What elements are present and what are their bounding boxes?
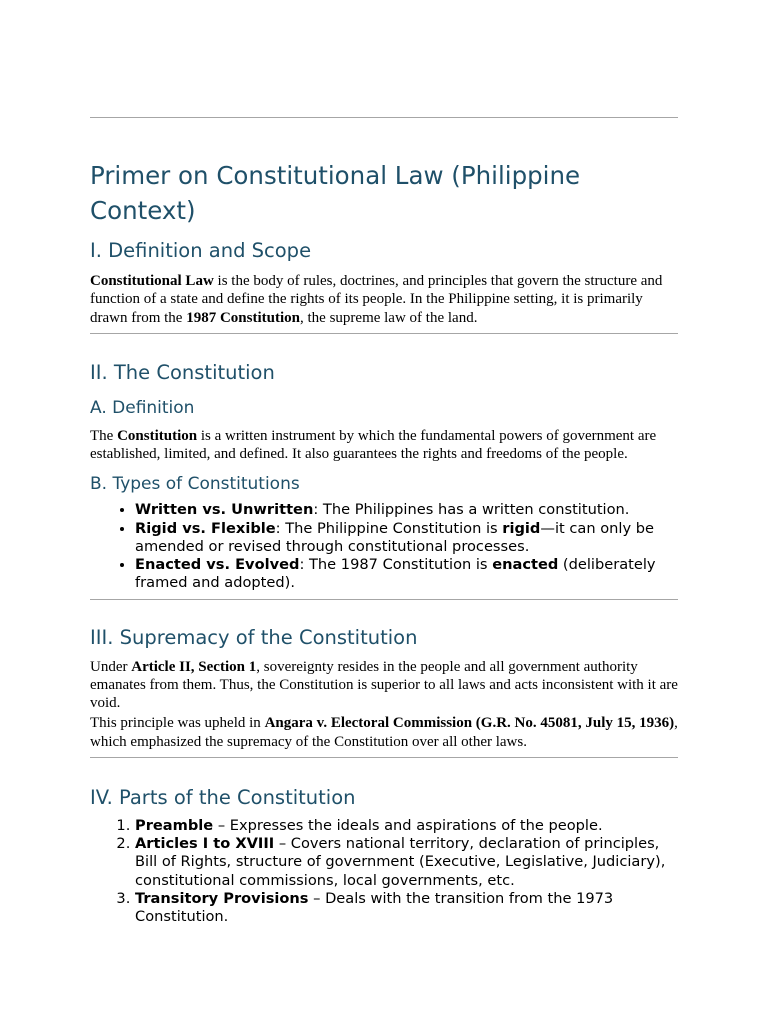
item-term: Articles I to XVIII xyxy=(135,835,275,853)
term-constitutional-law: Constitutional Law xyxy=(90,273,214,289)
text-run: , the supreme law of the land. xyxy=(300,309,478,326)
list-item xyxy=(135,520,678,556)
text-run: Under xyxy=(90,658,132,675)
text-run: , sovereignty resides in the people and all government authority emanates from them. Thus, the Constitution is superior to all laws and acts inconsistent with it are void. xyxy=(90,658,678,712)
list-item xyxy=(135,890,678,926)
item-term: Preamble xyxy=(135,816,214,834)
item-term: Transitory Provisions xyxy=(135,889,309,907)
list-item xyxy=(135,817,678,835)
text-run: —it can only be amended or revised through constitutional processes. xyxy=(135,519,655,555)
item-term: Written vs. Unwritten xyxy=(135,501,314,519)
text-run: is the body of rules, doctrines, and principles that govern the structure and function of a state and define the rights of its people. In the Philippine setting, it is primarily drawn from the xyxy=(90,273,663,326)
text-run: – Covers national territory, declaration of principles, Bill of Rights, structure of government (Executive, Legislative, Judiciary), constitutional commissions, local governments, etc. xyxy=(135,835,666,889)
section-1-heading: I. Definition and Scope xyxy=(90,239,312,262)
case-citation: Angara v. Electoral Commission (G.R. No. 45081, July 15, 1936) xyxy=(264,715,675,732)
text-run: is a written instrument by which the fundamental powers of government are established, limited, and defined. It also guarantees the rights and freedoms of the people. xyxy=(90,427,657,463)
item-emphasis: enacted xyxy=(492,556,559,574)
section-4-heading: IV. Parts of the Constitution xyxy=(90,785,356,809)
text-run: This principle was upheld in xyxy=(90,715,265,732)
parts-list xyxy=(90,817,678,926)
document-title: Primer on Constitutional Law (Philippine Context) xyxy=(90,161,581,225)
text-run: : The Philippines has a written constitution. xyxy=(313,501,630,519)
section-2-heading: II. The Constitution xyxy=(90,360,275,384)
term-1987-constitution: 1987 Constitution xyxy=(186,309,300,326)
section-2a-paragraph xyxy=(90,427,678,464)
text-run: – Deals with the transition from the 1973 Constitution. xyxy=(135,889,614,925)
top-divider xyxy=(90,117,678,118)
document-page xyxy=(0,117,768,1024)
section-3-heading: III. Supremacy of the Constitution xyxy=(90,625,418,649)
section-1-paragraph xyxy=(90,272,678,327)
term-article-ii-section-1: Article II, Section 1 xyxy=(131,658,257,675)
text-run: : The 1987 Constitution is xyxy=(299,556,493,574)
section-3-paragraph-1 xyxy=(90,658,678,713)
item-term: Enacted vs. Evolved xyxy=(135,556,300,574)
section-divider xyxy=(90,757,678,758)
section-2a-heading: A. Definition xyxy=(90,397,195,418)
section-divider xyxy=(90,333,678,334)
term-constitution: Constitution xyxy=(117,427,198,444)
text-run: , which emphasized the supremacy of the Constitution over all other laws. xyxy=(90,715,678,750)
text-run: (deliberately framed and adopted). xyxy=(135,556,656,592)
section-3-paragraph-2 xyxy=(90,714,678,751)
text-run: : The Philippine Constitution is xyxy=(275,519,503,537)
item-emphasis: rigid xyxy=(502,519,541,537)
list-item xyxy=(135,556,678,592)
text-run: – Expresses the ideals and aspirations of the people. xyxy=(213,816,603,834)
section-divider xyxy=(90,599,678,600)
text-run: The xyxy=(90,427,118,444)
list-item xyxy=(135,501,678,519)
list-item xyxy=(135,835,678,890)
types-list xyxy=(90,501,678,592)
section-2b-heading: B. Types of Constitutions xyxy=(90,474,300,495)
item-term: Rigid vs. Flexible xyxy=(135,519,276,537)
